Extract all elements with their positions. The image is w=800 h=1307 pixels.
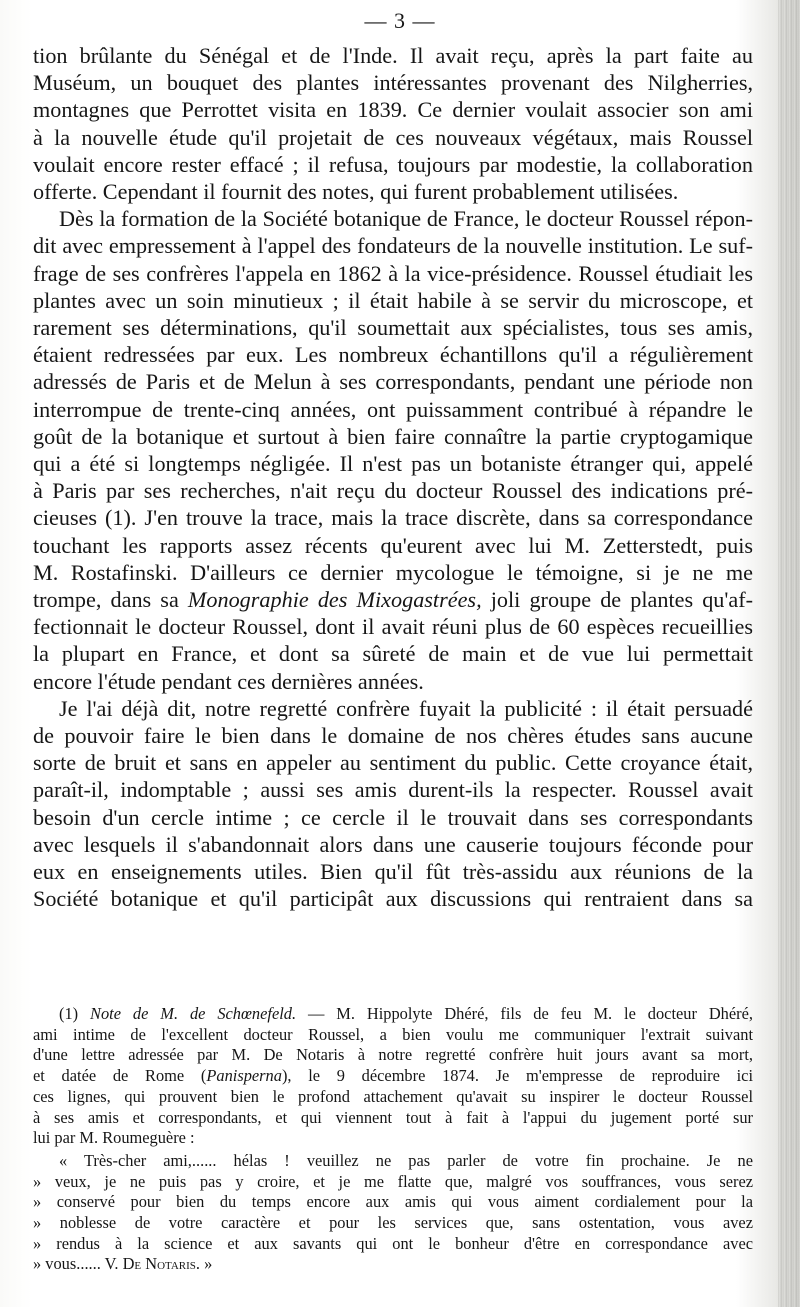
text-line: Muséum, un bouquet des plantes intéressantes provenant des Nilgherries, <box>33 70 753 96</box>
text-line: tion brûlante du Sénégal et de l'Inde. Il avait reçu, après la part faite au <box>33 43 753 68</box>
text-line: encore l'étude pendant ces dernières années. <box>33 668 424 694</box>
text-line: dit avec empressement à l'appel des fondateurs de la nouvelle institution. Le suf- <box>33 233 753 259</box>
main-text <box>33 42 753 913</box>
text-fragment: trompe, dans sa <box>33 587 179 613</box>
text-line: à la nouvelle étude qu'il projetait de ces nouveaux végétaux, mais Roussel <box>33 124 753 150</box>
footnote-line: ami intime de l'excellent docteur Roussel, a bien voulu me communiquer l'extrait suivant <box>33 1024 753 1044</box>
binding-edge <box>778 0 800 1307</box>
footnote-marker: (1) <box>59 1004 79 1023</box>
text-line: à Paris par ses recherches, n'ait reçu du docteur Roussel des indications pré- <box>33 478 753 504</box>
place-name: Panisperna <box>206 1066 282 1086</box>
text-line: avec lesquels il s'abandonnait alors dans une causerie toujours féconde pour <box>33 831 753 857</box>
text-line: qui a été si longtemps négligée. Il n'est pas un botaniste étranger qui, appelé <box>33 451 753 477</box>
text-line: touchant les rapports assez récents qu'eurent avec lui M. Zetterstedt, puis <box>33 532 753 558</box>
text-line: plantes avec un soin minutieux ; il était habile à se servir du microscope, et <box>33 287 753 313</box>
paragraph-2 <box>33 205 753 695</box>
text-line: voulait encore rester effacé ; il refusa, toujours par modestie, la collaboration <box>33 151 753 177</box>
text-line: la plupart en France, et dont sa sûreté de main et de vue lui permettait <box>33 641 753 667</box>
text-line-with-title <box>33 586 753 613</box>
text-line: M. Rostafinski. D'ailleurs ce dernier mycologue le témoigne, si je ne me <box>33 559 753 585</box>
text-line: Je l'ai déjà dit, notre regretté confrère fuyait la publicité : il était persuadé <box>59 695 753 721</box>
text-line: paraît-il, indomptable ; aussi ses amis durent-ils la respecter. Roussel avait <box>33 777 753 803</box>
quote-closing-line <box>33 1254 753 1275</box>
text-fragment: ), le 9 décembre 1874. Je m'empresse de reproduire ici <box>281 1066 753 1086</box>
text-line: eux en enseignements utiles. Bien qu'il fût très-assidu aux réunions de la <box>33 859 753 885</box>
paragraph-1 <box>33 42 753 205</box>
quote-line: » rendus à la science et aux savants qui ont le bonheur d'être en correspondance avec <box>33 1233 753 1253</box>
quote-line: » conservé pour bien du temps encore aux amis qui vous aiment cordialement pour la <box>33 1192 753 1212</box>
text-line: Société botanique et qu'il participât aux discussions qui rentraient dans sa <box>33 886 753 912</box>
footnote-line: d'une lettre adressée par M. De Notaris à notre regretté confrère huit jours avant sa mort, <box>33 1045 753 1065</box>
footnote-line <box>33 1004 753 1025</box>
text-line: besoin d'un cercle intime ; ce cercle il le trouvait dans ses correspondants <box>33 804 753 830</box>
text-line: rarement ses déterminations, qu'il soumettait aux spécialistes, tous ses amis, <box>33 315 753 341</box>
footnote-line <box>33 1066 753 1087</box>
footnote-title: Note de M. de Schœnefeld. <box>90 1004 297 1023</box>
text-line: de pouvoir faire le bien dans le domaine de nos chères études sans aucune <box>33 723 753 749</box>
quote-line: » noblesse de votre caractère et pour les services que, sans ostentation, vous avez <box>33 1213 753 1233</box>
signature-name: De Notaris <box>122 1254 196 1274</box>
page-number: — 3 — <box>364 8 436 33</box>
footnote-line: lui par M. Roumeguère : <box>33 1128 195 1148</box>
footnote-line: à ses amis et correspondants, et qui viennent tout à fait à l'appui du jugement porté sur <box>33 1107 753 1127</box>
paragraph-3 <box>33 695 753 913</box>
text-fragment: — M. Hippolyte Dhéré, fils de feu M. le docteur Dhéré, <box>308 1004 753 1023</box>
text-line: offerte. Cependant il fournit des notes, qui furent probablement utilisées. <box>33 179 679 205</box>
quote-line: » veux, je ne puis pas y croire, et je me flatte que, malgré vos souffrances, vous serez <box>33 1171 753 1191</box>
text-fragment: . » <box>195 1254 213 1274</box>
text-fragment: et datée de Rome ( <box>33 1066 207 1086</box>
quote-line: « Très-cher ami,...... hélas ! veuillez ne pas parler de votre fin prochaine. Je ne <box>59 1150 753 1170</box>
text-line: sorte de bruit et sans en appeler au sentiment du public. Cette croyance était, <box>33 750 753 776</box>
text-line: fectionnait le docteur Roussel, dont il avait réuni plus de 60 espèces recueillies <box>33 614 753 640</box>
text-line: frage de ses confrères l'appela en 1862 à la vice-présidence. Roussel étudiait les <box>33 260 753 286</box>
text-line: Dès la formation de la Société botanique de France, le docteur Roussel répon- <box>59 206 753 232</box>
text-line: interrompue de trente-cinq années, ont puissamment contribué à répandre le <box>33 396 753 422</box>
text-line: goût de la botanique et surtout à bien faire connaître la partie cryptogamique <box>33 423 753 449</box>
monograph-title: Monographie des Mixogastrées, <box>187 587 482 613</box>
footnote-line: ces lignes, qui prouvent bien le profond attachement qu'avait su inspirer le docteur Roussel <box>33 1086 753 1106</box>
text-line: étaient redressées par eux. Les nombreux échantillons qu'il a régulièrement <box>33 342 753 368</box>
text-line: adressés de Paris et de Melun à ses correspondants, pendant une période non <box>33 369 753 395</box>
text-fragment: » vous...... V. <box>33 1254 119 1274</box>
footnote <box>33 1004 753 1275</box>
text-line: cieuses (1). J'en trouve la trace, mais la trace discrète, dans sa correspondance <box>33 505 753 531</box>
text-fragment: joli groupe de plantes qu'af- <box>490 587 754 613</box>
text-line: montagnes que Perrottet visita en 1839. Ce dernier voulait associer son ami <box>33 97 753 123</box>
